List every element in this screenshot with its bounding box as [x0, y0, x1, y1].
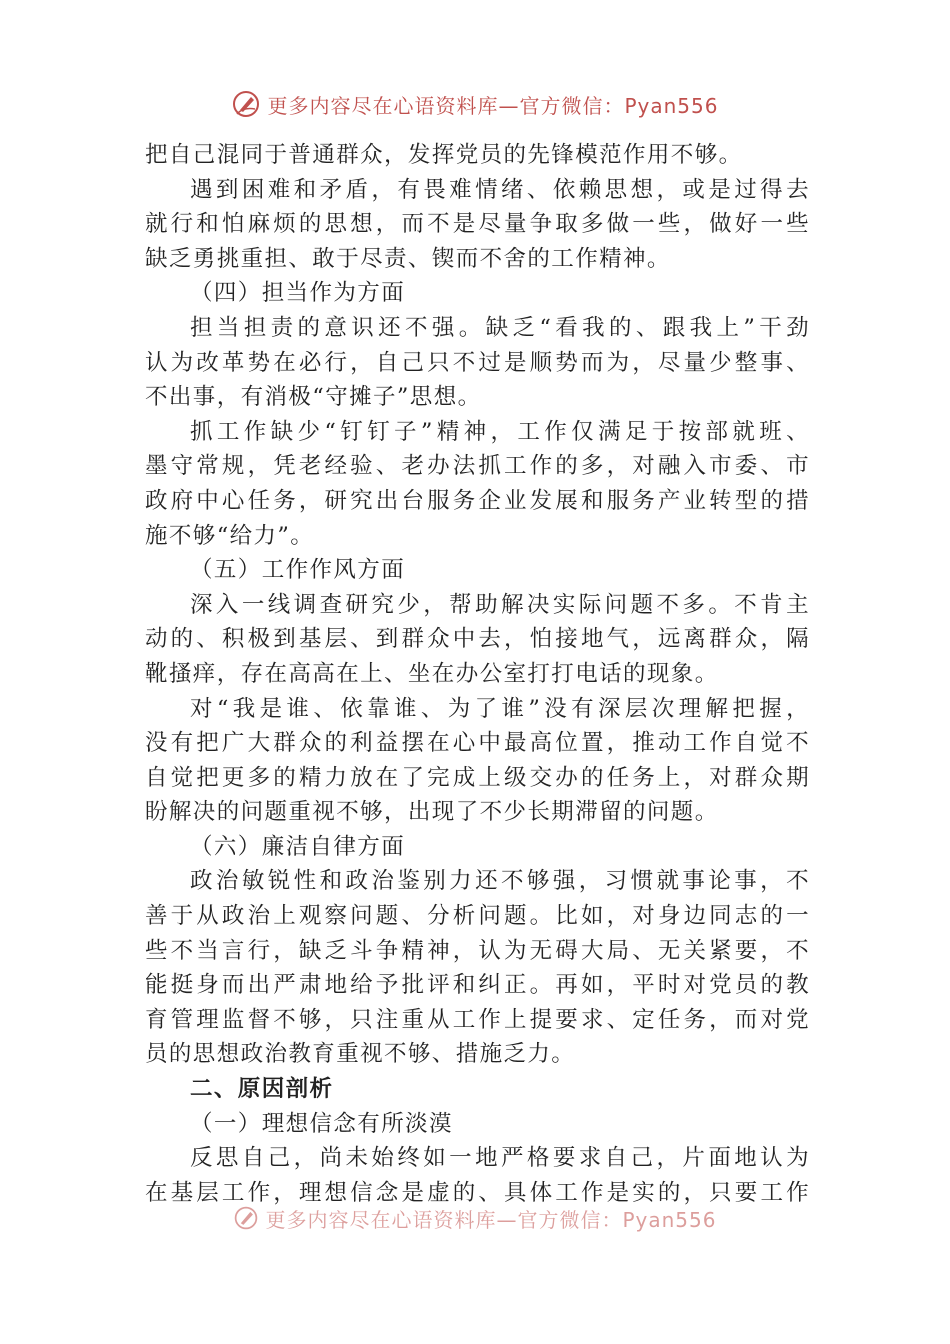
text-line: 反思自己，尚未始终如一地严格要求自己，片面地认为	[190, 1145, 810, 1172]
text-line: 墨守常规，凭老经验、老办法抓工作的多，对融入市委、市	[145, 453, 810, 480]
text-line: 能挺身而出严肃地给予批评和纠正。再如，平时对党员的教	[145, 972, 810, 999]
text-line: 就行和怕麻烦的思想，而不是尽量争取多做一些，做好一些	[145, 211, 810, 238]
text-line: 抓工作缺少“钉钉子”精神，工作仅满足于按部就班、	[190, 418, 810, 445]
text-line: 施不够“给力”。	[145, 522, 315, 549]
text-line: 员的思想政治教育重视不够、措施乏力。	[145, 1041, 576, 1068]
text-line: 些不当言行，缺乏斗争精神，认为无碍大局、无关紧要，不	[145, 937, 810, 964]
text-line: 自觉把更多的精力放在了完成上级交办的任务上，对群众期	[145, 764, 810, 791]
text-line: 靴搔痒，存在高高在上、坐在办公室打打电话的现象。	[145, 660, 719, 687]
text-line: 深入一线调查研究少，帮助解决实际问题不多。不肯主	[190, 591, 810, 618]
text-line: 政治敏锐性和政治鉴别力还不够强，习惯就事论事，不	[190, 868, 810, 895]
header-watermark	[0, 84, 950, 124]
text-line: 遇到困难和矛盾，有畏难情绪、依赖思想，或是过得去	[190, 176, 810, 203]
text-line: 盼解决的问题重视不够，出现了不少长期滞留的问题。	[145, 799, 719, 826]
chapter-heading: 二、原因剖析	[190, 1076, 334, 1103]
text-line: 担当担责的意识还不强。缺乏“看我的、跟我上”干劲	[190, 314, 810, 341]
section-heading: （五）工作作风方面	[190, 557, 406, 584]
section-heading: （一）理想信念有所淡漠	[190, 1110, 453, 1137]
text-line: 认为改革势在必行，自己只不过是顺势而为，尽量少整事、	[145, 349, 810, 376]
pen-logo-icon	[233, 1205, 259, 1231]
text-line: 在基层工作，理想信念是虚的、具体工作是实的，只要工作	[145, 1179, 810, 1206]
footer-watermark-text: 更多内容尽在心语资料库—官方微信：Pyan556	[265, 1207, 717, 1232]
pen-logo-icon	[231, 89, 261, 119]
header-watermark-text: 更多内容尽在心语资料库—官方微信：Pyan556	[267, 93, 719, 118]
section-heading: （六）廉洁自律方面	[190, 833, 406, 860]
text-line: 善于从政治上观察问题、分析问题。比如，对身边同志的一	[145, 903, 810, 930]
text-line: 政府中心任务，研究出台服务企业发展和服务产业转型的措	[145, 487, 810, 514]
text-line: 缺乏勇挑重担、敢于尽责、锲而不舍的工作精神。	[145, 245, 671, 272]
footer-watermark	[0, 1202, 950, 1234]
text-line: 不出事，有消极“守摊子”思想。	[145, 384, 482, 411]
body-text	[145, 138, 810, 1210]
text-line: 育管理监督不够，只注重从工作上提要求、定任务，而对党	[145, 1006, 810, 1033]
text-line: 动的、积极到基层、到群众中去，怕接地气，远离群众，隔	[145, 626, 810, 653]
text-line: 把自己混同于普通群众，发挥党员的先锋模范作用不够。	[145, 142, 743, 168]
section-heading: （四）担当作为方面	[190, 280, 406, 307]
text-line: 对“我是谁、依靠谁、为了谁”没有深层次理解把握，	[190, 695, 810, 722]
text-line: 没有把广大群众的利益摆在心中最高位置，推动工作自觉不	[145, 730, 810, 757]
